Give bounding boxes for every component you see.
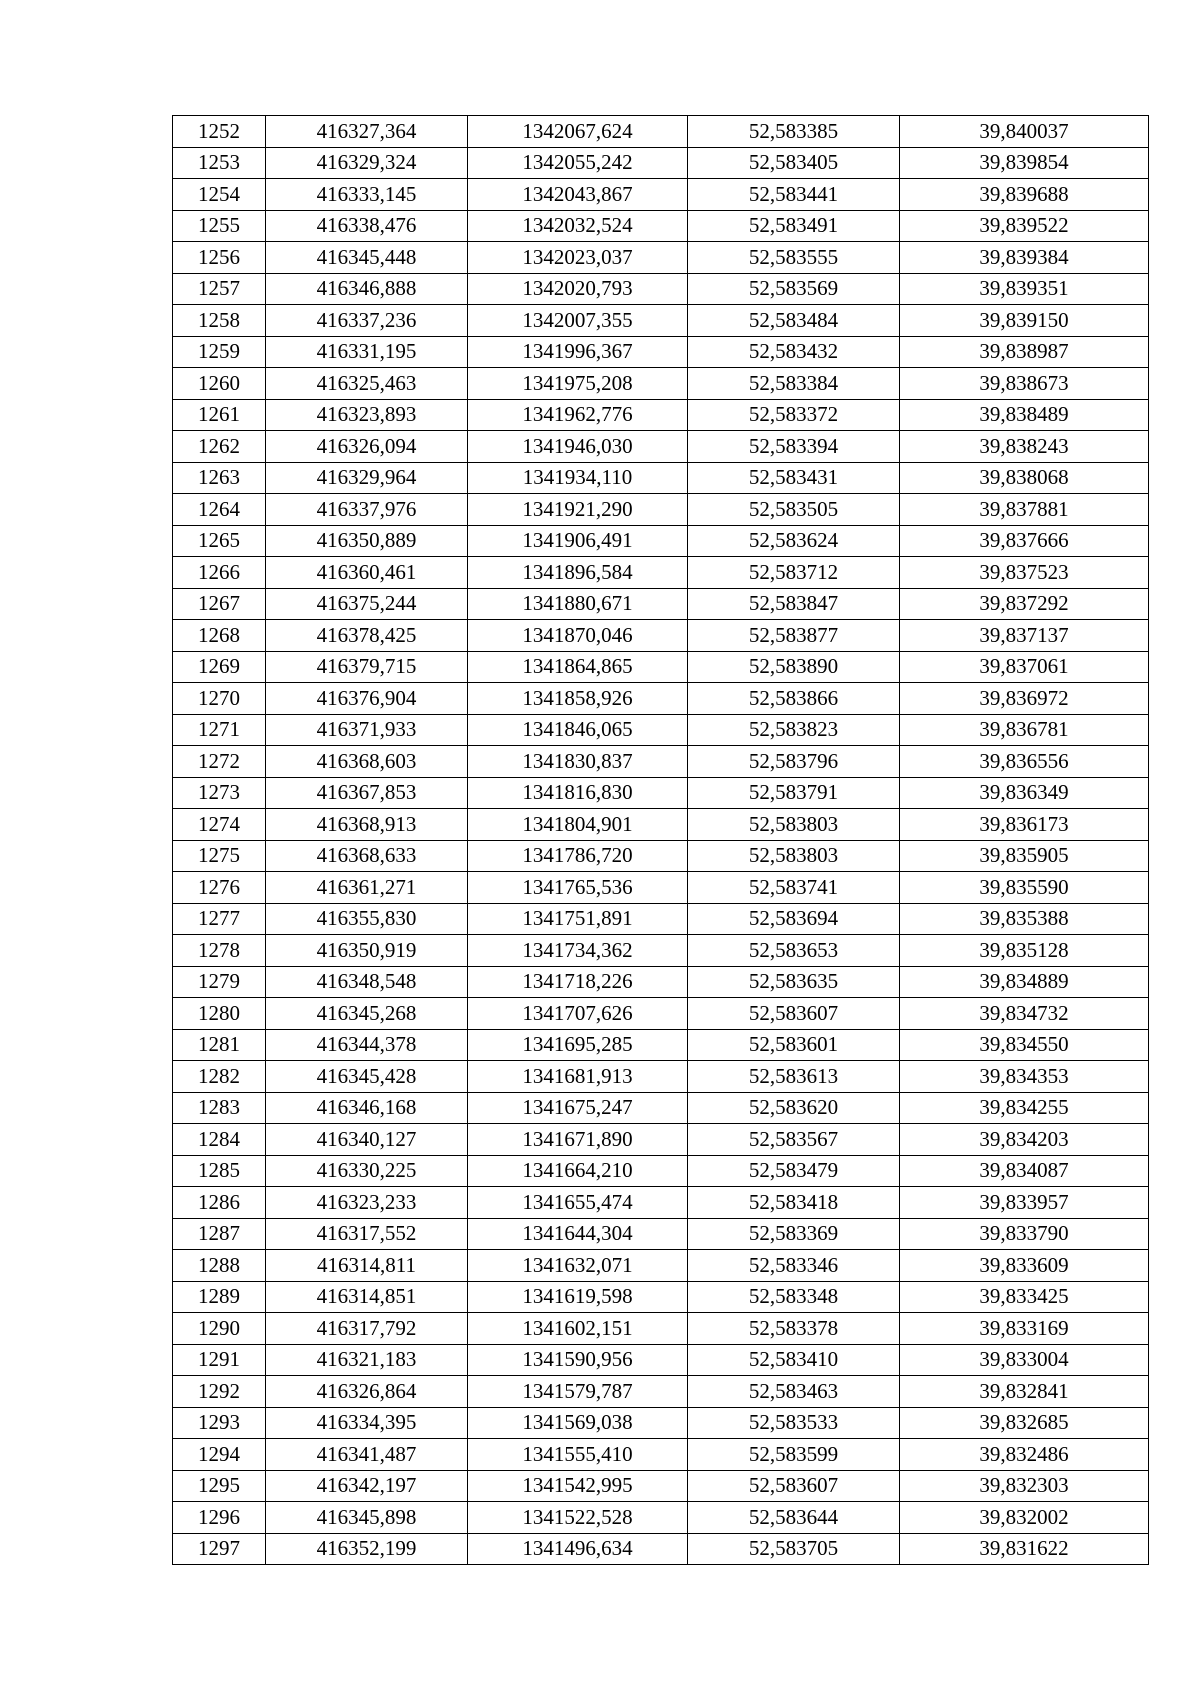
- longitude-cell: 39,836972: [900, 683, 1149, 715]
- point-number-cell: 1253: [173, 147, 266, 179]
- table-row: [173, 651, 1149, 683]
- y-coordinate-cell: 1341671,890: [468, 1124, 688, 1156]
- y-coordinate-cell: 1341734,362: [468, 935, 688, 967]
- longitude-cell: 39,837881: [900, 494, 1149, 526]
- longitude-cell: 39,839150: [900, 305, 1149, 337]
- x-coordinate-cell: 416334,395: [266, 1407, 468, 1439]
- latitude-cell: 52,583484: [688, 305, 900, 337]
- table-row: [173, 840, 1149, 872]
- latitude-cell: 52,583607: [688, 1470, 900, 1502]
- longitude-cell: 39,839854: [900, 147, 1149, 179]
- y-coordinate-cell: 1341804,901: [468, 809, 688, 841]
- y-coordinate-cell: 1341751,891: [468, 903, 688, 935]
- longitude-cell: 39,832685: [900, 1407, 1149, 1439]
- table-row: [173, 116, 1149, 148]
- table-row: [173, 1376, 1149, 1408]
- latitude-cell: 52,583410: [688, 1344, 900, 1376]
- point-number-cell: 1295: [173, 1470, 266, 1502]
- latitude-cell: 52,583394: [688, 431, 900, 463]
- table-row: [173, 179, 1149, 211]
- y-coordinate-cell: 1341786,720: [468, 840, 688, 872]
- latitude-cell: 52,583823: [688, 714, 900, 746]
- y-coordinate-cell: 1341632,071: [468, 1250, 688, 1282]
- y-coordinate-cell: 1341542,995: [468, 1470, 688, 1502]
- x-coordinate-cell: 416376,904: [266, 683, 468, 715]
- x-coordinate-cell: 416326,094: [266, 431, 468, 463]
- y-coordinate-cell: 1341655,474: [468, 1187, 688, 1219]
- table-row: [173, 242, 1149, 274]
- point-number-cell: 1267: [173, 588, 266, 620]
- table-row: [173, 462, 1149, 494]
- longitude-cell: 39,838068: [900, 462, 1149, 494]
- x-coordinate-cell: 416360,461: [266, 557, 468, 589]
- x-coordinate-cell: 416352,199: [266, 1533, 468, 1565]
- point-number-cell: 1274: [173, 809, 266, 841]
- x-coordinate-cell: 416368,603: [266, 746, 468, 778]
- point-number-cell: 1252: [173, 116, 266, 148]
- y-coordinate-cell: 1341569,038: [468, 1407, 688, 1439]
- point-number-cell: 1268: [173, 620, 266, 652]
- longitude-cell: 39,837666: [900, 525, 1149, 557]
- point-number-cell: 1289: [173, 1281, 266, 1313]
- x-coordinate-cell: 416367,853: [266, 777, 468, 809]
- table-row: [173, 1470, 1149, 1502]
- y-coordinate-cell: 1341555,410: [468, 1439, 688, 1471]
- latitude-cell: 52,583803: [688, 809, 900, 841]
- x-coordinate-cell: 416337,976: [266, 494, 468, 526]
- point-number-cell: 1254: [173, 179, 266, 211]
- longitude-cell: 39,833004: [900, 1344, 1149, 1376]
- table-row: [173, 903, 1149, 935]
- latitude-cell: 52,583346: [688, 1250, 900, 1282]
- y-coordinate-cell: 1341718,226: [468, 966, 688, 998]
- table-row: [173, 494, 1149, 526]
- x-coordinate-cell: 416355,830: [266, 903, 468, 935]
- table-row: [173, 147, 1149, 179]
- longitude-cell: 39,834732: [900, 998, 1149, 1030]
- longitude-cell: 39,838243: [900, 431, 1149, 463]
- latitude-cell: 52,583555: [688, 242, 900, 274]
- x-coordinate-cell: 416338,476: [266, 210, 468, 242]
- point-number-cell: 1262: [173, 431, 266, 463]
- latitude-cell: 52,583599: [688, 1439, 900, 1471]
- table-row: [173, 1250, 1149, 1282]
- x-coordinate-cell: 416345,428: [266, 1061, 468, 1093]
- y-coordinate-cell: 1341962,776: [468, 399, 688, 431]
- latitude-cell: 52,583463: [688, 1376, 900, 1408]
- latitude-cell: 52,583796: [688, 746, 900, 778]
- latitude-cell: 52,583369: [688, 1218, 900, 1250]
- latitude-cell: 52,583431: [688, 462, 900, 494]
- y-coordinate-cell: 1341765,536: [468, 872, 688, 904]
- table-row: [173, 431, 1149, 463]
- y-coordinate-cell: 1341975,208: [468, 368, 688, 400]
- longitude-cell: 39,833169: [900, 1313, 1149, 1345]
- table-row: [173, 1218, 1149, 1250]
- table-row: [173, 1533, 1149, 1565]
- point-number-cell: 1287: [173, 1218, 266, 1250]
- table-row: [173, 588, 1149, 620]
- y-coordinate-cell: 1341579,787: [468, 1376, 688, 1408]
- table-row: [173, 746, 1149, 778]
- table-row: [173, 525, 1149, 557]
- latitude-cell: 52,583694: [688, 903, 900, 935]
- y-coordinate-cell: 1341707,626: [468, 998, 688, 1030]
- table-row: [173, 714, 1149, 746]
- longitude-cell: 39,838987: [900, 336, 1149, 368]
- latitude-cell: 52,583613: [688, 1061, 900, 1093]
- y-coordinate-cell: 1341644,304: [468, 1218, 688, 1250]
- table-row: [173, 305, 1149, 337]
- longitude-cell: 39,836556: [900, 746, 1149, 778]
- latitude-cell: 52,583385: [688, 116, 900, 148]
- longitude-cell: 39,838489: [900, 399, 1149, 431]
- point-number-cell: 1255: [173, 210, 266, 242]
- table-row: [173, 1281, 1149, 1313]
- y-coordinate-cell: 1341695,285: [468, 1029, 688, 1061]
- y-coordinate-cell: 1341921,290: [468, 494, 688, 526]
- latitude-cell: 52,583533: [688, 1407, 900, 1439]
- longitude-cell: 39,839522: [900, 210, 1149, 242]
- x-coordinate-cell: 416379,715: [266, 651, 468, 683]
- latitude-cell: 52,583491: [688, 210, 900, 242]
- latitude-cell: 52,583635: [688, 966, 900, 998]
- y-coordinate-cell: 1341602,151: [468, 1313, 688, 1345]
- coordinates-table: [172, 115, 1149, 1565]
- table-row: [173, 1313, 1149, 1345]
- latitude-cell: 52,583601: [688, 1029, 900, 1061]
- longitude-cell: 39,839384: [900, 242, 1149, 274]
- x-coordinate-cell: 416361,271: [266, 872, 468, 904]
- x-coordinate-cell: 416323,233: [266, 1187, 468, 1219]
- longitude-cell: 39,834255: [900, 1092, 1149, 1124]
- x-coordinate-cell: 416345,268: [266, 998, 468, 1030]
- point-number-cell: 1256: [173, 242, 266, 274]
- table-row: [173, 966, 1149, 998]
- longitude-cell: 39,839688: [900, 179, 1149, 211]
- x-coordinate-cell: 416329,964: [266, 462, 468, 494]
- x-coordinate-cell: 416317,792: [266, 1313, 468, 1345]
- longitude-cell: 39,837061: [900, 651, 1149, 683]
- table-row: [173, 620, 1149, 652]
- point-number-cell: 1275: [173, 840, 266, 872]
- point-number-cell: 1276: [173, 872, 266, 904]
- longitude-cell: 39,835905: [900, 840, 1149, 872]
- table-row: [173, 777, 1149, 809]
- table-row: [173, 872, 1149, 904]
- x-coordinate-cell: 416341,487: [266, 1439, 468, 1471]
- point-number-cell: 1263: [173, 462, 266, 494]
- latitude-cell: 52,583624: [688, 525, 900, 557]
- longitude-cell: 39,837292: [900, 588, 1149, 620]
- x-coordinate-cell: 416337,236: [266, 305, 468, 337]
- point-number-cell: 1296: [173, 1502, 266, 1534]
- point-number-cell: 1286: [173, 1187, 266, 1219]
- x-coordinate-cell: 416317,552: [266, 1218, 468, 1250]
- y-coordinate-cell: 1341870,046: [468, 620, 688, 652]
- x-coordinate-cell: 416371,933: [266, 714, 468, 746]
- table-row: [173, 399, 1149, 431]
- x-coordinate-cell: 416346,168: [266, 1092, 468, 1124]
- point-number-cell: 1288: [173, 1250, 266, 1282]
- latitude-cell: 52,583418: [688, 1187, 900, 1219]
- longitude-cell: 39,831622: [900, 1533, 1149, 1565]
- table-row: [173, 1439, 1149, 1471]
- x-coordinate-cell: 416325,463: [266, 368, 468, 400]
- point-number-cell: 1271: [173, 714, 266, 746]
- point-number-cell: 1283: [173, 1092, 266, 1124]
- point-number-cell: 1266: [173, 557, 266, 589]
- latitude-cell: 52,583569: [688, 273, 900, 305]
- table-row: [173, 1344, 1149, 1376]
- table-row: [173, 273, 1149, 305]
- longitude-cell: 39,835590: [900, 872, 1149, 904]
- y-coordinate-cell: 1341664,210: [468, 1155, 688, 1187]
- latitude-cell: 52,583847: [688, 588, 900, 620]
- latitude-cell: 52,583803: [688, 840, 900, 872]
- latitude-cell: 52,583432: [688, 336, 900, 368]
- longitude-cell: 39,834087: [900, 1155, 1149, 1187]
- coordinates-table-body: [173, 116, 1149, 1565]
- longitude-cell: 39,834203: [900, 1124, 1149, 1156]
- y-coordinate-cell: 1341934,110: [468, 462, 688, 494]
- longitude-cell: 39,836781: [900, 714, 1149, 746]
- x-coordinate-cell: 416375,244: [266, 588, 468, 620]
- x-coordinate-cell: 416378,425: [266, 620, 468, 652]
- table-row: [173, 1029, 1149, 1061]
- point-number-cell: 1264: [173, 494, 266, 526]
- point-number-cell: 1293: [173, 1407, 266, 1439]
- point-number-cell: 1258: [173, 305, 266, 337]
- y-coordinate-cell: 1341619,598: [468, 1281, 688, 1313]
- point-number-cell: 1291: [173, 1344, 266, 1376]
- point-number-cell: 1297: [173, 1533, 266, 1565]
- y-coordinate-cell: 1341846,065: [468, 714, 688, 746]
- table-row: [173, 368, 1149, 400]
- y-coordinate-cell: 1341496,634: [468, 1533, 688, 1565]
- x-coordinate-cell: 416331,195: [266, 336, 468, 368]
- y-coordinate-cell: 1342023,037: [468, 242, 688, 274]
- x-coordinate-cell: 416342,197: [266, 1470, 468, 1502]
- x-coordinate-cell: 416321,183: [266, 1344, 468, 1376]
- point-number-cell: 1279: [173, 966, 266, 998]
- longitude-cell: 39,833609: [900, 1250, 1149, 1282]
- x-coordinate-cell: 416333,145: [266, 179, 468, 211]
- latitude-cell: 52,583384: [688, 368, 900, 400]
- table-row: [173, 809, 1149, 841]
- y-coordinate-cell: 1342007,355: [468, 305, 688, 337]
- latitude-cell: 52,583712: [688, 557, 900, 589]
- latitude-cell: 52,583653: [688, 935, 900, 967]
- table-row: [173, 935, 1149, 967]
- x-coordinate-cell: 416329,324: [266, 147, 468, 179]
- table-row: [173, 1407, 1149, 1439]
- point-number-cell: 1278: [173, 935, 266, 967]
- latitude-cell: 52,583479: [688, 1155, 900, 1187]
- y-coordinate-cell: 1341946,030: [468, 431, 688, 463]
- point-number-cell: 1257: [173, 273, 266, 305]
- x-coordinate-cell: 416368,633: [266, 840, 468, 872]
- latitude-cell: 52,583441: [688, 179, 900, 211]
- y-coordinate-cell: 1341681,913: [468, 1061, 688, 1093]
- latitude-cell: 52,583877: [688, 620, 900, 652]
- x-coordinate-cell: 416346,888: [266, 273, 468, 305]
- longitude-cell: 39,833790: [900, 1218, 1149, 1250]
- latitude-cell: 52,583705: [688, 1533, 900, 1565]
- y-coordinate-cell: 1342032,524: [468, 210, 688, 242]
- point-number-cell: 1260: [173, 368, 266, 400]
- point-number-cell: 1272: [173, 746, 266, 778]
- latitude-cell: 52,583348: [688, 1281, 900, 1313]
- y-coordinate-cell: 1341675,247: [468, 1092, 688, 1124]
- longitude-cell: 39,840037: [900, 116, 1149, 148]
- latitude-cell: 52,583644: [688, 1502, 900, 1534]
- y-coordinate-cell: 1341830,837: [468, 746, 688, 778]
- longitude-cell: 39,835388: [900, 903, 1149, 935]
- longitude-cell: 39,832841: [900, 1376, 1149, 1408]
- point-number-cell: 1261: [173, 399, 266, 431]
- y-coordinate-cell: 1342055,242: [468, 147, 688, 179]
- y-coordinate-cell: 1341590,956: [468, 1344, 688, 1376]
- point-number-cell: 1265: [173, 525, 266, 557]
- table-row: [173, 1187, 1149, 1219]
- longitude-cell: 39,836349: [900, 777, 1149, 809]
- y-coordinate-cell: 1341816,830: [468, 777, 688, 809]
- point-number-cell: 1273: [173, 777, 266, 809]
- x-coordinate-cell: 416327,364: [266, 116, 468, 148]
- x-coordinate-cell: 416340,127: [266, 1124, 468, 1156]
- x-coordinate-cell: 416348,548: [266, 966, 468, 998]
- x-coordinate-cell: 416314,811: [266, 1250, 468, 1282]
- x-coordinate-cell: 416314,851: [266, 1281, 468, 1313]
- latitude-cell: 52,583405: [688, 147, 900, 179]
- y-coordinate-cell: 1341864,865: [468, 651, 688, 683]
- longitude-cell: 39,834353: [900, 1061, 1149, 1093]
- x-coordinate-cell: 416326,864: [266, 1376, 468, 1408]
- latitude-cell: 52,583791: [688, 777, 900, 809]
- longitude-cell: 39,832486: [900, 1439, 1149, 1471]
- point-number-cell: 1282: [173, 1061, 266, 1093]
- y-coordinate-cell: 1341996,367: [468, 336, 688, 368]
- table-row: [173, 1061, 1149, 1093]
- y-coordinate-cell: 1341880,671: [468, 588, 688, 620]
- longitude-cell: 39,832303: [900, 1470, 1149, 1502]
- latitude-cell: 52,583607: [688, 998, 900, 1030]
- longitude-cell: 39,834889: [900, 966, 1149, 998]
- latitude-cell: 52,583372: [688, 399, 900, 431]
- point-number-cell: 1277: [173, 903, 266, 935]
- longitude-cell: 39,837523: [900, 557, 1149, 589]
- x-coordinate-cell: 416350,889: [266, 525, 468, 557]
- longitude-cell: 39,833957: [900, 1187, 1149, 1219]
- longitude-cell: 39,834550: [900, 1029, 1149, 1061]
- x-coordinate-cell: 416344,378: [266, 1029, 468, 1061]
- point-number-cell: 1269: [173, 651, 266, 683]
- table-row: [173, 683, 1149, 715]
- latitude-cell: 52,583378: [688, 1313, 900, 1345]
- table-row: [173, 1502, 1149, 1534]
- latitude-cell: 52,583866: [688, 683, 900, 715]
- y-coordinate-cell: 1342067,624: [468, 116, 688, 148]
- y-coordinate-cell: 1341522,528: [468, 1502, 688, 1534]
- x-coordinate-cell: 416350,919: [266, 935, 468, 967]
- point-number-cell: 1284: [173, 1124, 266, 1156]
- x-coordinate-cell: 416323,893: [266, 399, 468, 431]
- point-number-cell: 1285: [173, 1155, 266, 1187]
- y-coordinate-cell: 1341896,584: [468, 557, 688, 589]
- longitude-cell: 39,839351: [900, 273, 1149, 305]
- longitude-cell: 39,832002: [900, 1502, 1149, 1534]
- point-number-cell: 1281: [173, 1029, 266, 1061]
- point-number-cell: 1270: [173, 683, 266, 715]
- point-number-cell: 1290: [173, 1313, 266, 1345]
- y-coordinate-cell: 1341858,926: [468, 683, 688, 715]
- longitude-cell: 39,838673: [900, 368, 1149, 400]
- latitude-cell: 52,583741: [688, 872, 900, 904]
- table-row: [173, 210, 1149, 242]
- x-coordinate-cell: 416345,898: [266, 1502, 468, 1534]
- table-row: [173, 1124, 1149, 1156]
- longitude-cell: 39,836173: [900, 809, 1149, 841]
- latitude-cell: 52,583890: [688, 651, 900, 683]
- latitude-cell: 52,583567: [688, 1124, 900, 1156]
- y-coordinate-cell: 1342043,867: [468, 179, 688, 211]
- longitude-cell: 39,835128: [900, 935, 1149, 967]
- latitude-cell: 52,583505: [688, 494, 900, 526]
- point-number-cell: 1294: [173, 1439, 266, 1471]
- point-number-cell: 1259: [173, 336, 266, 368]
- longitude-cell: 39,837137: [900, 620, 1149, 652]
- point-number-cell: 1292: [173, 1376, 266, 1408]
- longitude-cell: 39,833425: [900, 1281, 1149, 1313]
- y-coordinate-cell: 1342020,793: [468, 273, 688, 305]
- latitude-cell: 52,583620: [688, 1092, 900, 1124]
- x-coordinate-cell: 416368,913: [266, 809, 468, 841]
- x-coordinate-cell: 416330,225: [266, 1155, 468, 1187]
- table-row: [173, 336, 1149, 368]
- point-number-cell: 1280: [173, 998, 266, 1030]
- table-row: [173, 557, 1149, 589]
- y-coordinate-cell: 1341906,491: [468, 525, 688, 557]
- table-row: [173, 998, 1149, 1030]
- table-row: [173, 1092, 1149, 1124]
- x-coordinate-cell: 416345,448: [266, 242, 468, 274]
- table-row: [173, 1155, 1149, 1187]
